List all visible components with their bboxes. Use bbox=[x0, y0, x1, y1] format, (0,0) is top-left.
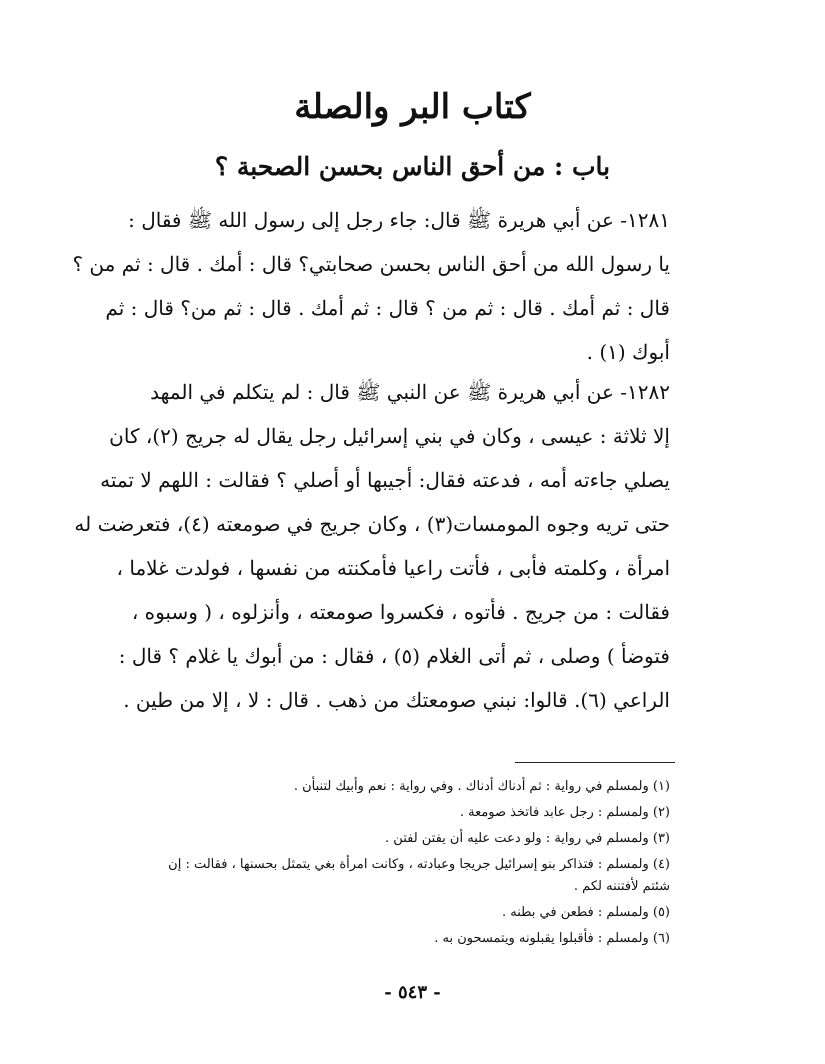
hadith-1282 bbox=[74, 370, 670, 722]
hadith-line: ١٢٨٢- عن أبي هريرة ﷺ عن النبي ﷺ قال : لم يتكلم في المهد bbox=[150, 380, 670, 404]
book-title: كتاب البر والصلة bbox=[294, 87, 531, 127]
footnote-4: (٤) ولمسلم : فتذاكر بنو إسرائيل جريجا وعبادته ، وكانت امرأة بغي يتمثل بحسنها ، فقالت : إن شئتم لأفتننه لكم . bbox=[168, 857, 670, 894]
hadith-line: يا رسول الله من أحق الناس بحسن صحابتي؟ قال : أمك . قال : ثم من ؟ bbox=[72, 252, 670, 276]
hadith-line: امرأة ، وكلمته فأبى ، فأتت راعيا فأمكنته من نفسها ، فولدت غلاما ، bbox=[116, 556, 670, 580]
hadith-line: فتوضأ ) وصلى ، ثم أتى الغلام (٥) ، فقال : من أبوك يا غلام ؟ قال : bbox=[118, 644, 670, 668]
footnote-6: (٦) ولمسلم : فأقبلوا يقبلونه ويتمسحون به . bbox=[434, 931, 670, 946]
footnote-2: (٢) ولمسلم : رجل عابد فاتخذ صومعة . bbox=[459, 805, 670, 820]
hadith-line: إلا ثلاثة : عيسى ، وكان في بني إسرائيل رجل يقال له جريج (٢)، كان bbox=[109, 424, 670, 448]
hadith-line: يصلي جاءته أمه ، فدعته فقال: أجيبها أو أصلي ؟ فقالت : اللهم لا تمته bbox=[100, 468, 670, 492]
hadith-line: الراعي (٦). قالوا: نبني صومعتك من ذهب . قال : لا ، إلا من طين . bbox=[123, 688, 670, 712]
hadith-1281 bbox=[72, 198, 670, 374]
hadith-line: أبوك (١) . bbox=[586, 340, 670, 364]
footnote-divider bbox=[515, 762, 675, 763]
hadith-line: ١٢٨١- عن أبي هريرة ﷺ قال: جاء رجل إلى رسول الله ﷺ فقال : bbox=[128, 208, 670, 232]
footnote-3: (٣) ولمسلم في رواية : ولو دعت عليه أن يفتن لفتن . bbox=[385, 831, 670, 846]
footnotes bbox=[150, 776, 670, 954]
page-number: - ٥٤٣ - bbox=[384, 982, 441, 1003]
hadith-line: حتى تريه وجوه المومسات(٣) ، وكان جريج في صومعته (٤)، فتعرضت له bbox=[74, 512, 670, 536]
hadith-line: فقالت : من جريج . فأتوه ، فكسروا صومعته ، وأنزلوه ، ( وسبوه ، bbox=[131, 600, 670, 624]
chapter-title: باب : من أحق الناس بحسن الصحبة ؟ bbox=[214, 152, 611, 181]
footnote-1: (١) ولمسلم في رواية : ثم أدناك أدناك . وفي رواية : نعم وأبيك لتنبأن . bbox=[293, 779, 670, 794]
hadith-line: قال : ثم أمك . قال : ثم من ؟ قال : ثم أمك . قال : ثم من؟ قال : ثم bbox=[105, 296, 670, 320]
footnote-5: (٥) ولمسلم : فطعن في بطنه . bbox=[501, 905, 670, 920]
